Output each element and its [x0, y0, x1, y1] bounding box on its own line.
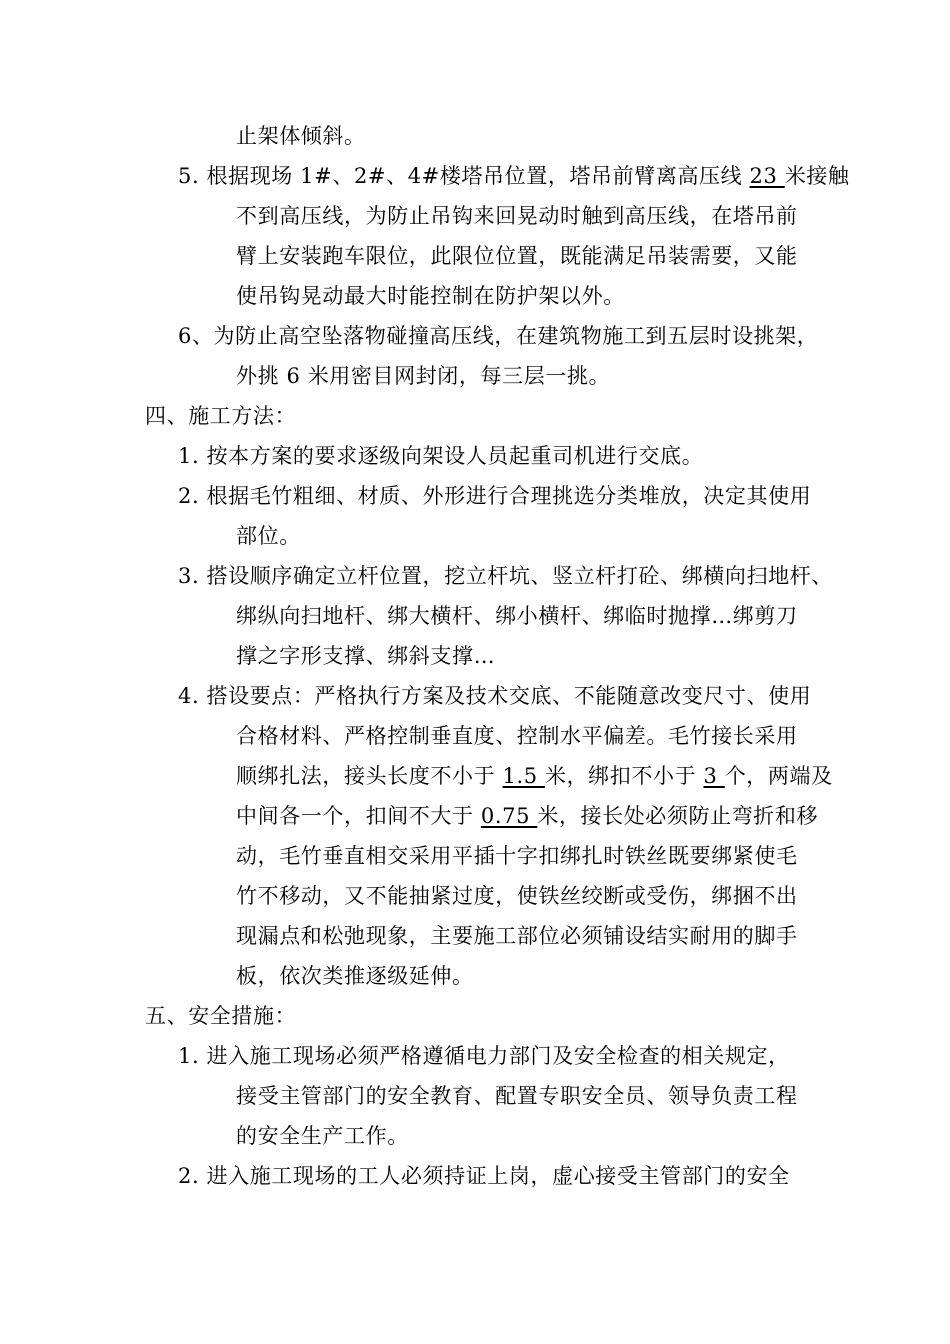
- section-heading-4: 四、施工方法：: [145, 404, 297, 428]
- underlined-value: 0.75: [480, 804, 538, 828]
- list-item-2: 2. 进入施工现场的工人必须持证上岗，虚心接受主管部门的安全: [178, 1164, 790, 1188]
- list-item-3: 3. 搭设顺序确定立杆位置，挖立杆坑、竖立杆打砼、绑横向扫地杆、: [178, 564, 833, 588]
- list-item-4: 4. 搭设要点：严格执行方案及技术交底、不能随意改变尺寸、使用: [178, 684, 812, 708]
- text-line: 臂上安装跑车限位，此限位位置，既能满足吊装需要，又能: [236, 244, 798, 268]
- text-line: 现漏点和松弛现象，主要施工部位必须铺设结实耐用的脚手: [236, 924, 798, 948]
- text-line: 板，依次类推逐级延伸。: [236, 964, 474, 988]
- text-line: 止架体倾斜。: [236, 124, 366, 148]
- list-item-1: 1. 进入施工现场必须严格遵循电力部门及安全检查的相关规定，: [178, 1044, 790, 1068]
- text-line: 的安全生产工作。: [236, 1124, 409, 1148]
- underlined-value: 23: [749, 164, 785, 188]
- text-line: 部位。: [236, 524, 301, 548]
- text-line: 竹不移动，又不能抽紧过度，使铁丝绞断或受伤，绑捆不出: [236, 884, 798, 908]
- section-heading-5: 五、安全措施：: [145, 1004, 297, 1028]
- text-line: 使吊钩晃动最大时能控制在防护架以外。: [236, 284, 625, 308]
- text-line: 动，毛竹垂直相交采用平插十字扣绑扎时铁丝既要绑紧使毛: [236, 844, 798, 868]
- text-line: 顺绑扎法，接头长度不小于 1.5 米，绑扣不小于 3 个，两端及: [236, 764, 833, 788]
- list-item-2: 2. 根据毛竹粗细、材质、外形进行合理挑选分类堆放，决定其使用: [178, 484, 812, 508]
- text-line: 中间各一个，扣间不大于 0.75 米，接长处必须防止弯折和移: [236, 804, 819, 828]
- list-item-5: 5. 根据现场 1#、2#、4#楼塔吊位置，塔吊前臂离高压线 23 米接触: [178, 164, 850, 188]
- text-line: 外挑 6 米用密目网封闭，每三层一挑。: [236, 364, 611, 388]
- text-line: 接受主管部门的安全教育、配置专职安全员、领导负责工程: [236, 1084, 798, 1108]
- underlined-value: 3: [703, 764, 725, 788]
- list-item-6: 6、为防止高空坠落物碰撞高压线，在建筑物施工到五层时设挑架，: [178, 324, 819, 348]
- text-line: 撑之字形支撑、绑斜支撑…: [236, 644, 496, 668]
- text-line: 不到高压线，为防止吊钩来回晃动时触到高压线，在塔吊前: [236, 204, 798, 228]
- underlined-value: 1.5: [502, 764, 545, 788]
- list-item-1: 1. 按本方案的要求逐级向架设人员起重司机进行交底。: [178, 444, 704, 468]
- text-line: 合格材料、严格控制垂直度、控制水平偏差。毛竹接长采用: [236, 724, 798, 748]
- text-line: 绑纵向扫地杆、绑大横杆、绑小横杆、绑临时抛撑…绑剪刀: [236, 604, 798, 628]
